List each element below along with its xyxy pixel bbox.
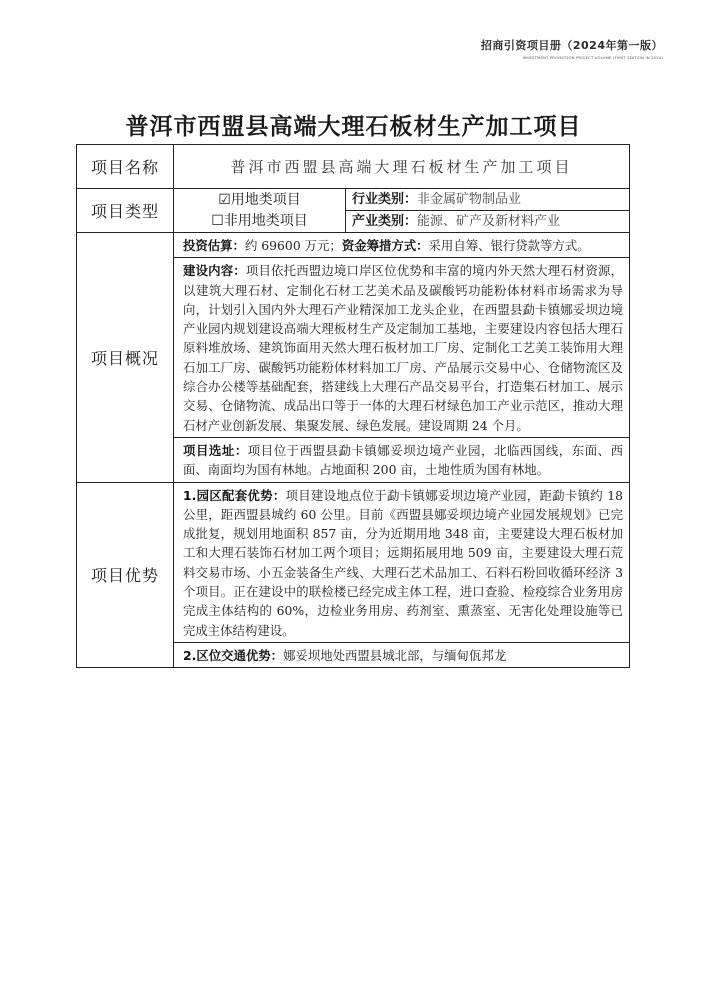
construction-text: 项目依托西盟边境口岸区位优势和丰富的境内外天然大理石材资源，以建筑大理石材、定制化石材工艺美术品及碳酸钙功能粉体材料市场需求为导向，计划引入国内外大理石产业精深加工龙头企业，在西盟县勐卡镇娜妥坝边境产业园内规划建设高端大理板材生产及定制加工基地，主要建设内容包括大理石原料堆放场、建筑饰面用天然大理石板材加工厂房、定制化工艺美工装饰用大理石加工厂房、碳酸钙功能粉体材料加工厂房、产品展示交易中心、仓储物流区及综合办公楼等基础配套，搭建线上大理石产品交易平台，打造集石材加工、展示交易、仓储物流、成品出口等于一体的大理石材绿色加工产业示范区，推动大理石材产业创新发展、集聚发展、绿色发展。建设周期 24 个月。 <box>183 263 624 433</box>
site-text: 项目位于西盟县勐卡镇娜妥坝边境产业园，北临西国线，东面、西面、南面均为国有林地。占地面积 200 亩，土地性质为国有林地。 <box>183 442 624 478</box>
row-project-type <box>77 189 630 233</box>
land-use-checkbox: ☑用地类项目 <box>218 191 301 208</box>
industry-category <box>346 189 629 210</box>
investment-label: 投资估算： <box>183 238 245 253</box>
sector-label: 产业类别： <box>352 214 418 229</box>
industry-label: 行业类别： <box>352 192 418 207</box>
header-subtitle: INVESTMENT PROMOTION PROJECT VOLUME (FIRST EDITION IN 2024) <box>522 55 663 60</box>
investment-section <box>174 233 629 257</box>
project-type-options <box>174 189 346 233</box>
construction-label: 建设内容： <box>183 263 246 279</box>
sector-value: 能源、矿产及新材料产业 <box>417 214 561 229</box>
park-advantage-text: 项目建设地点位于勐卡镇娜妥坝边境产业园，距勐卡镇约 18 公里，距西盟县城约 60 公里。目前《西盟县娜妥坝边境产业园发展规划》已完成批复，规划用地面积 857 亩，分为近期用地 348 亩，主要建设大理石板材加工和大理石装饰石材加工两个项目；远期拓展用地 509 亩，主要建设大理石荒料交易市场、小五金装备生产线、大理石艺术品加工、石料石粉回收循环经济 3 个项目。正在建设中的联检楼已经完成主体工程，进口查验、检疫综合业务用房完成主体结构的 60%，边检业务用房、药剂室、熏蒸室、无害化处理设施等已完成主体结构建设。 <box>183 487 624 638</box>
location-advantage-label: 2.区位交通优势： <box>183 647 284 663</box>
row-project-overview <box>77 233 630 483</box>
project-advantages-content <box>174 482 630 668</box>
sector-category <box>346 210 629 232</box>
site-section <box>174 437 629 482</box>
project-name-value: 普洱市西盟县高端大理石板材生产加工项目 <box>174 145 630 189</box>
investment-text: 约 69600 万元； <box>244 238 342 253</box>
funding-text: 采用自筹、银行贷款等方式。 <box>428 238 590 253</box>
funding-label: 资金筹措方式： <box>341 238 429 253</box>
row-project-name <box>77 145 630 189</box>
park-advantage-section <box>174 483 629 642</box>
project-table <box>76 144 630 668</box>
row-project-advantages <box>77 482 630 668</box>
industry-value: 非金属矿物制品业 <box>417 192 522 207</box>
header-title: 招商引资项目册（2024年第一版） <box>480 39 663 52</box>
project-overview-content <box>174 233 630 483</box>
park-advantage-label: 1.园区配套优势： <box>183 487 286 503</box>
page-header <box>481 37 663 60</box>
location-advantage-text: 娜妥坝地处西盟县城北部，与缅甸佤邦龙 <box>283 647 507 663</box>
location-advantage-section <box>174 642 629 667</box>
project-advantages-label: 项目优势 <box>77 482 174 668</box>
non-land-use-checkbox: ☐非用地类项目 <box>211 212 308 229</box>
category-cell <box>346 189 630 233</box>
construction-section <box>174 257 629 437</box>
document-title: 普洱市西盟县高端大理石板材生产加工项目 <box>125 113 582 140</box>
project-name-label: 项目名称 <box>77 145 174 189</box>
site-label: 项目选址： <box>183 442 248 458</box>
project-overview-label: 项目概况 <box>77 233 174 483</box>
project-type-label: 项目类型 <box>77 189 174 233</box>
